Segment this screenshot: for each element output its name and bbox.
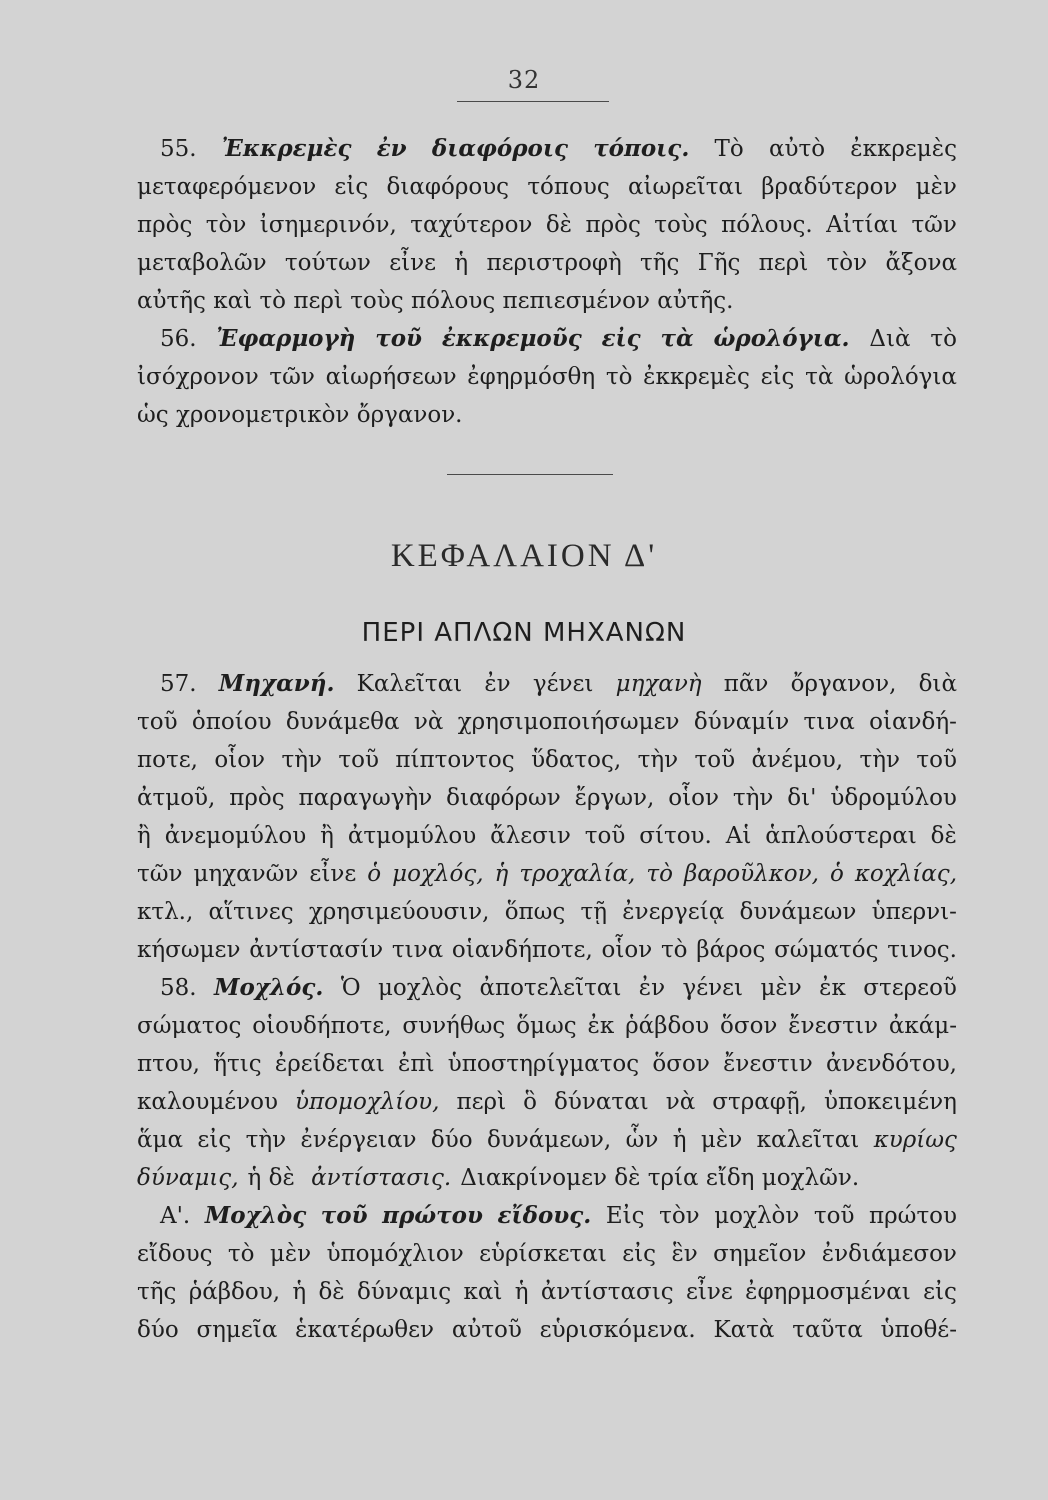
- text-line: [137, 1121, 957, 1159]
- word: ἐν: [638, 975, 666, 1001]
- word: διὰ: [918, 671, 957, 697]
- word: οἱανδή-: [869, 709, 957, 735]
- word: ἅμα: [137, 1127, 184, 1153]
- word: ἀνεμομύλου: [164, 823, 307, 849]
- word: Διὰ: [869, 326, 911, 352]
- word: χρησιμεύουσιν,: [308, 899, 490, 925]
- word: διαφόρους: [386, 174, 510, 200]
- word: στραφῇ,: [712, 1089, 807, 1115]
- word: τὸ: [227, 1241, 255, 1267]
- word: περὶ: [456, 1089, 507, 1115]
- word: ὄργανον,: [790, 671, 897, 697]
- word: ἐν: [484, 671, 511, 697]
- word: σημεῖον: [713, 1241, 807, 1267]
- word: τὴν: [732, 785, 774, 811]
- word: τὰ: [805, 364, 834, 390]
- word: ὅσον: [652, 1051, 710, 1077]
- word: πόλους.: [721, 212, 813, 238]
- word: μὲν: [269, 1241, 312, 1267]
- word: βαροῦλκον,: [683, 861, 819, 887]
- word: δύο: [137, 1317, 179, 1343]
- word: τῆς: [137, 1279, 177, 1305]
- text-line: [137, 1273, 957, 1311]
- word: τοῦ: [137, 709, 178, 735]
- word: ὡς χρονομετρικὸν ὄργανον.: [137, 402, 463, 428]
- word: τῆς: [640, 250, 680, 276]
- word: ἐπὶ: [398, 1051, 435, 1077]
- word: Ἐφαρμογὴ: [216, 325, 356, 352]
- word: διαφόρων: [446, 785, 561, 811]
- word: δυνάμεθα: [285, 709, 400, 735]
- word: τοῦ: [694, 747, 736, 773]
- word: μὲν: [700, 1127, 743, 1153]
- word: εἰς: [622, 1241, 657, 1267]
- word: Γῆς: [697, 250, 741, 276]
- text-line: [137, 206, 957, 244]
- text-line: [137, 244, 957, 282]
- word: τὸ: [605, 364, 633, 390]
- word: γένει: [682, 975, 744, 1001]
- word: τινα: [803, 709, 855, 735]
- word: ἢ: [137, 823, 151, 849]
- word: 56.: [160, 326, 197, 352]
- word: ἄξονα: [885, 250, 957, 276]
- text-line: [137, 817, 957, 855]
- text-line: [137, 130, 957, 168]
- word: πρὸς: [585, 212, 641, 238]
- word: Αἰτίαι: [826, 212, 899, 238]
- word: στερεοῦ: [863, 975, 957, 1001]
- word: μοχλὸν: [714, 1203, 800, 1229]
- word: οἱουδήποτε,: [252, 1013, 392, 1039]
- word: ἀντίστασις.: [311, 1165, 452, 1191]
- word: ἔνεστιν: [723, 1051, 813, 1077]
- word: κήσωμεν: [137, 937, 241, 963]
- word: καλουμένου: [137, 1089, 278, 1115]
- word: τὴν: [245, 1127, 287, 1153]
- word: ἐνδιάμεσον: [821, 1241, 957, 1267]
- word: σώματός: [774, 937, 879, 963]
- text-line: [137, 1083, 957, 1121]
- word: Α'.: [160, 1203, 191, 1229]
- word: δυνάμεων,: [486, 1127, 612, 1153]
- word: ὡρολόγια: [844, 364, 957, 390]
- word: Μηχανή.: [218, 670, 335, 697]
- word: τοῦ: [584, 823, 626, 849]
- word: τῶν: [137, 861, 183, 887]
- word: δύναμις: [356, 1279, 452, 1305]
- word: αὐτὸ: [768, 136, 826, 162]
- word: συνήθως: [402, 1013, 506, 1039]
- word: ὑπομοχλίου,: [295, 1089, 440, 1115]
- word: ἀτμοῦ,: [137, 785, 216, 811]
- word: ῥάβδου: [625, 1013, 710, 1039]
- word: ἔνεστιν: [788, 1013, 878, 1039]
- word: μηχανὴ: [615, 671, 702, 697]
- word: Τὸ: [714, 136, 744, 162]
- word: ὑδρομύλου: [830, 785, 957, 811]
- paragraphs-57-58: [137, 665, 957, 1349]
- chapter-title: ΚΕΦΑΛΑΙΟΝ Δ': [390, 538, 658, 574]
- word: τούτων: [284, 250, 371, 276]
- word: ἐν: [376, 135, 407, 162]
- word: κτλ.,: [137, 899, 194, 925]
- text-line: [137, 168, 957, 206]
- word: κυρίως: [873, 1127, 957, 1153]
- word: τὸν: [659, 1203, 700, 1229]
- word: αἰωρεῖται: [627, 174, 743, 200]
- word: ἐκκρεμὲς: [643, 364, 750, 390]
- word: μεταβολῶν: [137, 250, 267, 276]
- text-line: [137, 358, 957, 396]
- word: ὑπερνι-: [871, 899, 957, 925]
- word: παραγωγὴν: [298, 785, 433, 811]
- word: πρώτου: [382, 1202, 483, 1229]
- word: εἴδους.: [497, 1202, 592, 1229]
- word: καὶ: [463, 1279, 503, 1305]
- word: αἰωρήσεων: [325, 364, 457, 390]
- word: Διακρίνομεν δὲ τρία εἴδη μοχλῶν.: [460, 1165, 860, 1191]
- word: οἱανδήποτε,: [451, 937, 593, 963]
- word: δὲ: [930, 823, 957, 849]
- word: ὅπως: [504, 899, 566, 925]
- word: εὑρισκόμενα.: [539, 1317, 696, 1343]
- word: βάρος: [696, 937, 766, 963]
- word: τὸ: [660, 937, 688, 963]
- word: ἀποτελεῖται: [479, 975, 622, 1001]
- word: δι': [787, 785, 817, 811]
- word: ἡ: [454, 250, 469, 276]
- word: ἀντίστασίν: [249, 937, 384, 963]
- word: δύο: [430, 1127, 473, 1153]
- word: ῥάβδου,: [188, 1279, 281, 1305]
- text-line: [137, 893, 957, 931]
- word: ἁπλούστεραι: [765, 823, 917, 849]
- word: ἡ δὲ: [247, 1165, 303, 1191]
- word: τοῦ: [338, 747, 379, 773]
- word: αὐτῆς καὶ τὸ περὶ τοὺς πόλους πεπιεσμένον αὐτῆς.: [137, 288, 734, 314]
- text-line: [137, 741, 957, 779]
- word: εἰς: [760, 364, 795, 390]
- word: ἰσημερινόν,: [259, 212, 397, 238]
- word: μὲν: [915, 174, 957, 200]
- word: μοχλὸς: [377, 975, 463, 1001]
- word: τὴν: [281, 747, 322, 773]
- word: δὲ: [318, 1279, 345, 1305]
- word: ὑποστηρίγματος: [447, 1051, 640, 1077]
- word: πᾶν: [723, 671, 769, 697]
- word: εἶνε: [389, 250, 437, 276]
- word: μοχλός,: [392, 861, 484, 887]
- word: Αἱ: [725, 823, 752, 849]
- word: δύναται: [554, 1089, 649, 1115]
- word: μηχανῶν: [193, 861, 299, 887]
- text-line: [137, 1007, 957, 1045]
- word: ἐκκρεμὲς: [850, 136, 957, 162]
- word: αἵτινες: [208, 899, 294, 925]
- word: ἡ: [514, 1279, 529, 1305]
- word: τοῦ: [916, 747, 957, 773]
- word: ἀνενδότου,: [826, 1051, 957, 1077]
- text-line: [137, 855, 957, 893]
- word: ἔργων,: [574, 785, 655, 811]
- word: Ὁ: [340, 975, 361, 1001]
- word: εἶνε: [685, 1279, 733, 1305]
- word: ἐνέργειαν: [300, 1127, 417, 1153]
- word: νὰ: [413, 709, 444, 735]
- word: δὲ: [545, 212, 573, 238]
- word: σημεῖα: [196, 1317, 278, 1343]
- word: τινος.: [887, 937, 957, 963]
- word: χρησιμοποιήσωμεν: [457, 709, 680, 735]
- paragraphs-55-56: [137, 130, 957, 434]
- word: εὑρίσκεται: [479, 1241, 607, 1267]
- word: ὅσον: [720, 1013, 778, 1039]
- word: ἄλεσιν: [490, 823, 571, 849]
- word: ὑποθέ-: [880, 1317, 957, 1343]
- word: ἐνεργείᾳ: [622, 899, 725, 925]
- word: περὶ: [758, 250, 809, 276]
- word: οἷον: [214, 747, 266, 773]
- word: βραδύτερον: [761, 174, 898, 200]
- word: Κατὰ: [713, 1317, 775, 1343]
- word: πτου,: [137, 1051, 200, 1077]
- section-title: ΠΕΡΙ ΑΠΛΩΝ ΜΗΧΑΝΩΝ: [361, 618, 687, 648]
- word: Μοχλὸς: [204, 1202, 307, 1229]
- word: Καλεῖται: [356, 671, 463, 697]
- word: τόπους: [527, 174, 610, 200]
- word: ὡρολόγια.: [713, 325, 850, 352]
- word: διαφόροις: [431, 135, 568, 162]
- word: ὃ: [523, 1089, 537, 1115]
- word: τροχαλία,: [519, 861, 636, 887]
- word: ἑκατέρωθεν: [295, 1317, 435, 1343]
- page-number: 32: [507, 66, 541, 94]
- word: ἐκκρεμοῦς: [441, 325, 582, 352]
- word: τινα: [391, 937, 444, 963]
- word: ἐρείδεται: [274, 1051, 385, 1077]
- word: ἡ: [292, 1279, 307, 1305]
- word: 57.: [160, 671, 197, 697]
- word: ὧν: [625, 1127, 659, 1153]
- text-line: [137, 282, 957, 320]
- word: ὅμως: [516, 1013, 577, 1039]
- word: τὴν: [637, 747, 679, 773]
- text-line: [137, 320, 957, 358]
- word: τῶν: [269, 364, 315, 390]
- word: τὸ: [646, 861, 673, 887]
- word: δυνάμεων: [739, 899, 857, 925]
- word: τοὺς: [654, 212, 708, 238]
- word: τὸ: [930, 326, 957, 352]
- text-line: [137, 931, 957, 969]
- word: δύναμις,: [137, 1165, 239, 1191]
- word: μεταφερόμενον: [137, 174, 317, 200]
- word: σώματος: [137, 1013, 242, 1039]
- word: εἶνε: [309, 861, 357, 887]
- word: εἴδους: [137, 1241, 213, 1267]
- word: τῇ: [580, 899, 608, 925]
- word: ἀκάμ-: [888, 1013, 957, 1039]
- word: τὸν: [205, 212, 247, 238]
- word: Μοχλός.: [213, 974, 324, 1001]
- word: δύναμίν: [693, 709, 790, 735]
- word: ἓν: [671, 1241, 698, 1267]
- word: νὰ: [665, 1089, 696, 1115]
- word: ἀτμομύλου: [347, 823, 477, 849]
- word: ὕδατος,: [531, 747, 622, 773]
- word: εἰς: [197, 1127, 232, 1153]
- word: ἀντίστασις: [540, 1279, 674, 1305]
- text-line: [137, 1311, 957, 1349]
- top-divider: [457, 101, 609, 102]
- word: οἷον: [668, 785, 719, 811]
- text-line: [137, 1159, 957, 1197]
- word: Εἰς: [605, 1203, 645, 1229]
- word: τοῦ: [813, 1203, 855, 1229]
- word: ἢ: [320, 823, 334, 849]
- word: εἰς: [334, 174, 369, 200]
- word: πρὸς: [229, 785, 285, 811]
- word: τὰ: [660, 325, 694, 352]
- word: ἐφηρμοσμέναι: [745, 1279, 911, 1305]
- text-line: [137, 1197, 957, 1235]
- word: σίτου.: [639, 823, 712, 849]
- word: εἰς: [601, 325, 641, 352]
- word: πρώτου: [869, 1203, 957, 1229]
- word: ἀνέμου,: [751, 747, 844, 773]
- word: πρὸς: [137, 212, 193, 238]
- word: τοῦ: [375, 325, 423, 352]
- text-line: [137, 1235, 957, 1273]
- word: τῶν: [911, 212, 957, 238]
- text-line: [137, 665, 957, 703]
- word: ἥτις: [213, 1051, 262, 1077]
- word: ὁ: [367, 861, 382, 887]
- word: ἐκ: [587, 1013, 615, 1039]
- word: τὸν: [826, 250, 868, 276]
- word: εἰς: [923, 1279, 957, 1305]
- word: αὐτοῦ: [451, 1317, 522, 1343]
- text-line: [137, 779, 957, 817]
- word: ὑποκειμένη: [824, 1089, 957, 1115]
- word: ὑπομόχλιον: [326, 1241, 464, 1267]
- text-line: [137, 703, 957, 741]
- word: γένει: [532, 671, 594, 697]
- word: ἡ: [494, 861, 509, 887]
- word: ὁποίου: [191, 709, 272, 735]
- word: τοῦ: [320, 1202, 368, 1229]
- word: ἰσόχρονον: [137, 364, 259, 390]
- word: Ἐκκρεμὲς: [221, 135, 352, 162]
- section-divider: [447, 474, 613, 475]
- word: πίπτοντος: [395, 747, 515, 773]
- word: ἐκ: [819, 975, 846, 1001]
- word: ἐφηρμόσθη: [467, 364, 596, 390]
- word: ταῦτα: [792, 1317, 863, 1343]
- word: οἷον: [601, 937, 653, 963]
- word: ποτε,: [137, 747, 198, 773]
- word: καλεῖται: [756, 1127, 860, 1153]
- word: περιστροφὴ: [486, 250, 622, 276]
- word: 55.: [160, 136, 197, 162]
- word: ὁ: [829, 861, 844, 887]
- word: ταχύτερον: [410, 212, 533, 238]
- word: τὴν: [859, 747, 900, 773]
- word: τόποις.: [593, 135, 690, 162]
- text-line: [137, 1045, 957, 1083]
- word: 58.: [160, 975, 197, 1001]
- word: κοχλίας,: [854, 861, 957, 887]
- text-line: [137, 396, 957, 434]
- text-line: [137, 969, 957, 1007]
- word: ἡ: [672, 1127, 687, 1153]
- word: μὲν: [760, 975, 802, 1001]
